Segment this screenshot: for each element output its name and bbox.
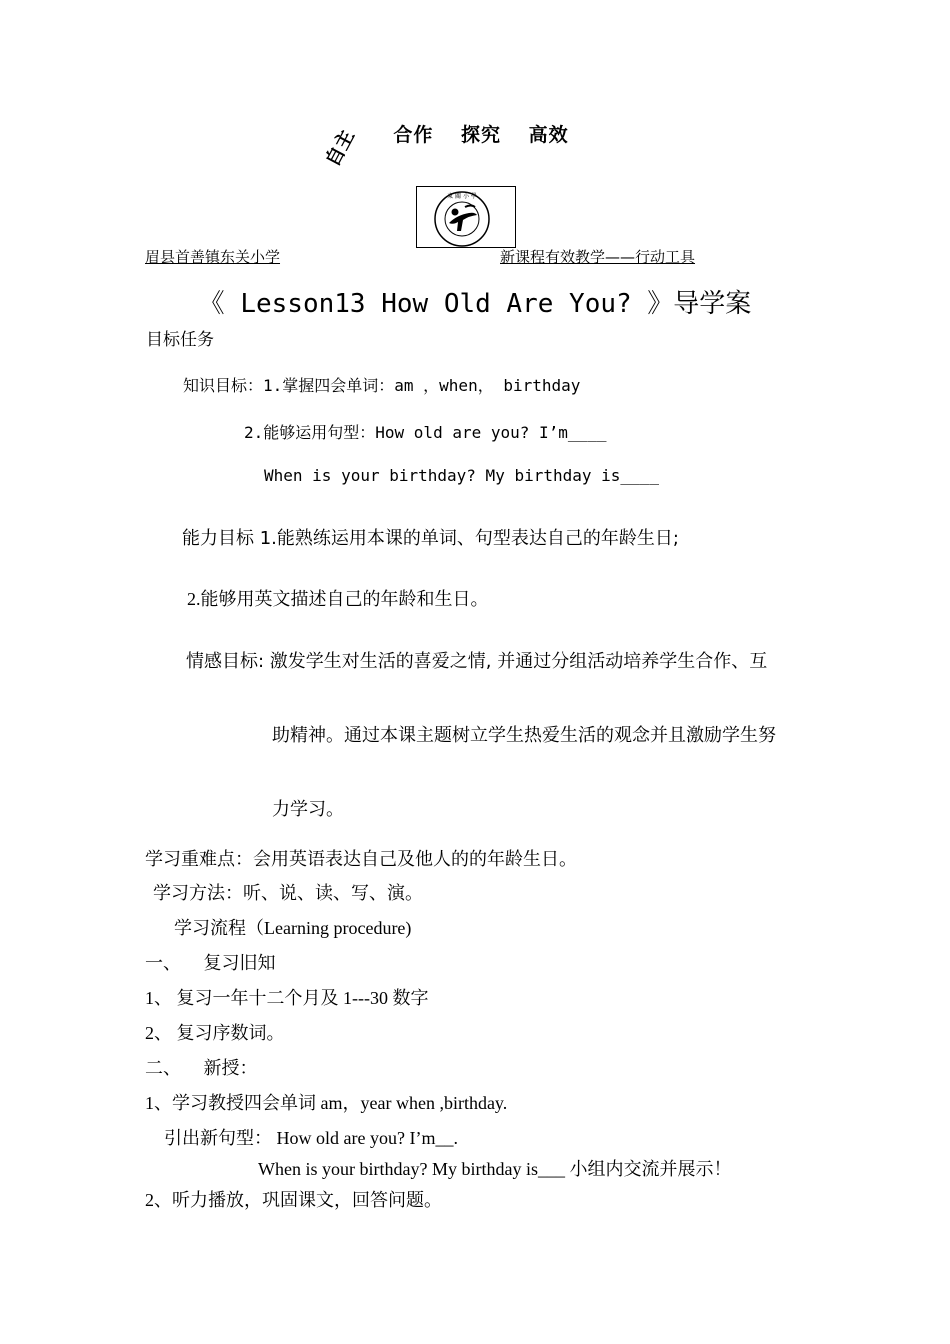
key-points: 学习重难点：会用英语表达自己及他人的的年龄生日。 — [145, 849, 577, 869]
course-label: 新课程有效教学——行动工具 — [500, 248, 696, 266]
knowledge-goal-3: When is your birthday? My birthday is____ — [264, 466, 659, 485]
knowledge-goal-1: 知识目标：1.掌握四会单词：am ，when， birthday — [183, 376, 581, 395]
ability-goal-2: 2.能够用英文描述自己的年龄和生日。 — [187, 589, 489, 609]
ability-goal-1: 能力目标 1.能熟练运用本课的单词、句型表达自己的年龄生日; — [182, 528, 679, 549]
new-item-2: 2、听力播放，巩固课文，回答问题。 — [145, 1190, 442, 1210]
review-item-2: 2、 复习序数词。 — [145, 1023, 285, 1043]
school-logo — [416, 186, 516, 248]
goals-heading: 目标任务 — [146, 330, 214, 350]
school-name: 眉县首善镇东关小学 — [145, 248, 281, 266]
review-item-1: 1、 复习一年十二个月及 1---30 数字 — [145, 988, 429, 1008]
svg-text:東 關 小 學: 東 關 小 學 — [447, 193, 477, 200]
motto-word: 探究 — [460, 124, 501, 146]
motto-heading — [0, 120, 950, 147]
learning-methods: 学习方法：听、说、读、写、演。 — [153, 883, 423, 903]
section-new-heading: 二、 新授： — [145, 1058, 258, 1078]
motto-word: 合作 — [393, 124, 434, 146]
new-item-1: 1、学习教授四会单词 am，year when ,birthday. — [145, 1093, 508, 1113]
emotion-goal-line-2: 助精神。通过本课主题树立学生热爱生活的观念并且激励学生努 — [272, 725, 776, 746]
stamp-text: 自主 — [321, 126, 359, 171]
logo-emblem-icon — [417, 187, 515, 247]
new-sentence-pattern-2: When is your birthday? My birthday is___ 小组内交流并展示！ — [258, 1159, 732, 1179]
new-sentence-pattern-1: 引出新句型： How old are you? I’m__. — [164, 1128, 458, 1148]
knowledge-goal-2: 2.能够运用句型：How old are you? I’m____ — [244, 423, 607, 442]
section-review-heading: 一、 复习旧知 — [145, 953, 276, 973]
procedure-heading: 学习流程（Learning procedure) — [174, 918, 412, 938]
emotion-goal-line-3: 力学习。 — [272, 799, 344, 820]
page-title: 《 Lesson13 How Old Are You? 》导学案 — [198, 289, 752, 319]
motto-word: 高效 — [528, 124, 569, 146]
emotion-goal-line-1: 情感目标: 激发学生对生活的喜爱之情, 并通过分组活动培养学生合作、互 — [186, 651, 768, 672]
